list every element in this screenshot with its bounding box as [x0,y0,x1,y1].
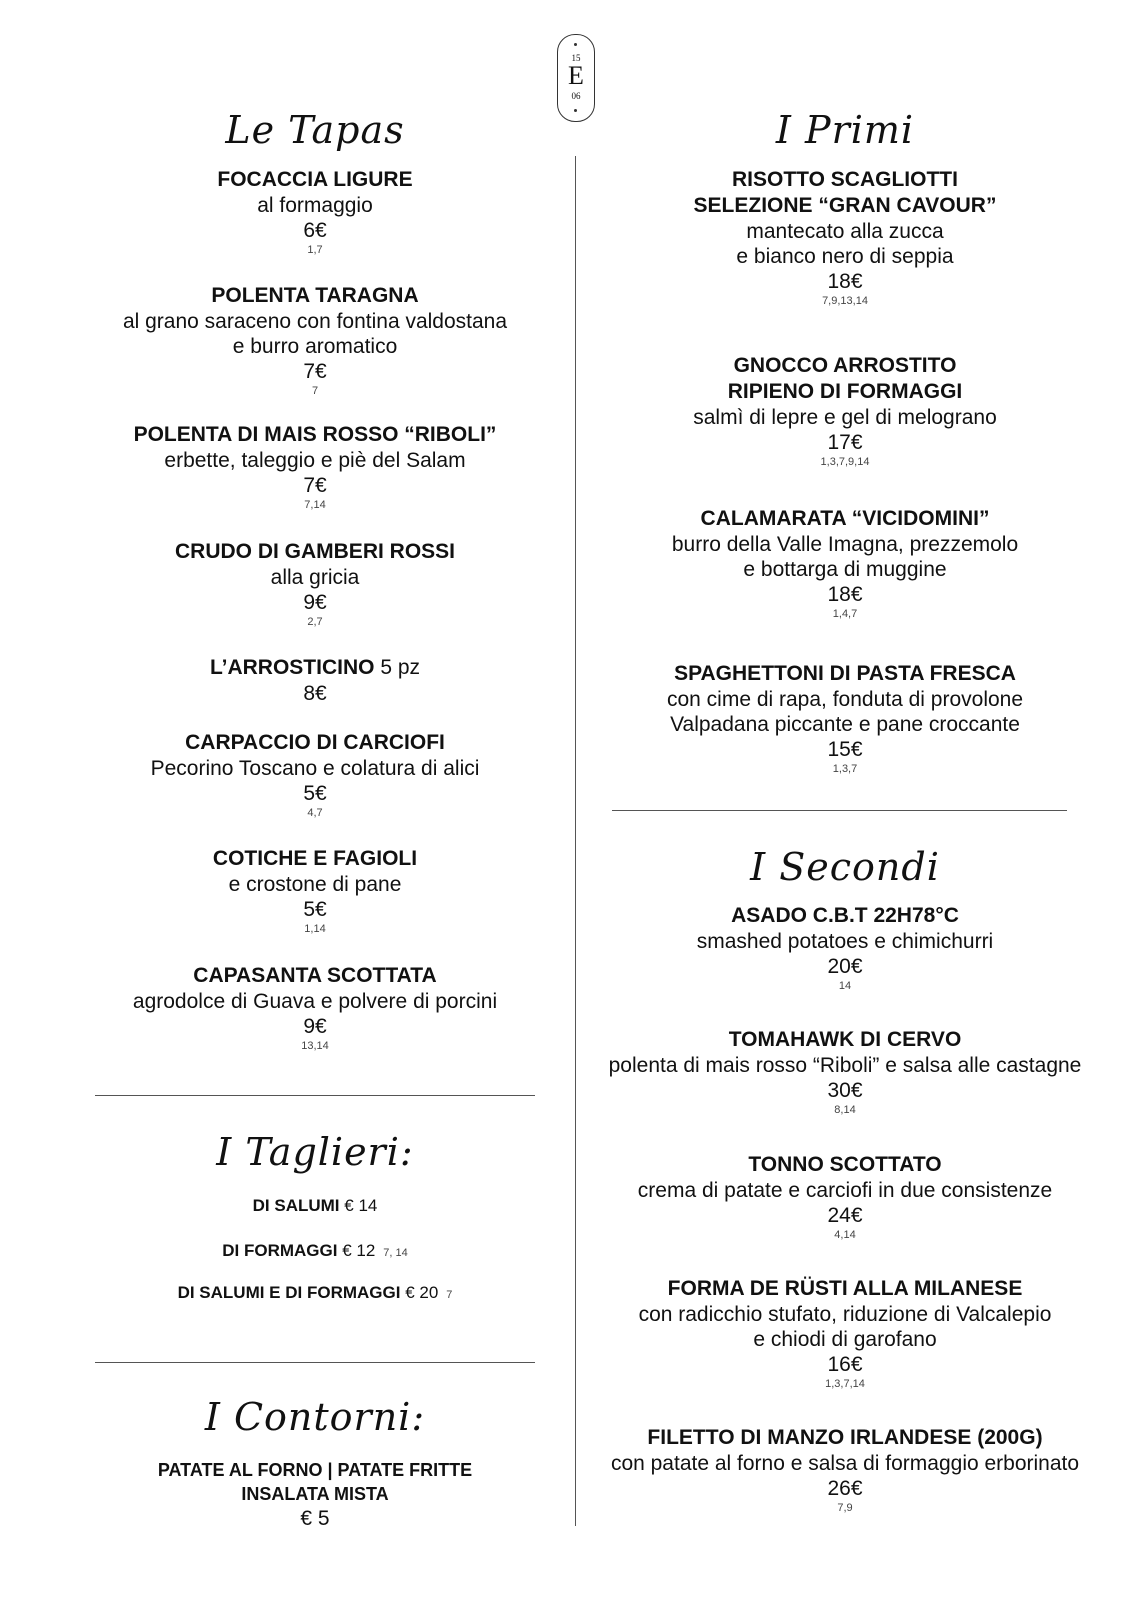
item-allergens: 7,9,13,14 [822,295,868,307]
item-price: 17€ [827,431,863,454]
menu-item [95,963,535,1053]
item-description: e crostone di pane [228,873,402,896]
item-description: alla gricia [270,566,360,589]
section-title-primi: I Primi [775,108,915,152]
menu-item [585,1425,1105,1515]
item-price: 6€ [303,219,327,242]
item-name: FORMA DE RÜSTI ALLA MILANESE [667,1277,1023,1300]
logo-dot [574,109,577,112]
item-description: smashed potatoes e chimichurri [696,930,994,953]
item-price: 5€ [303,898,327,921]
left-column [95,0,535,1600]
menu-item [585,903,1105,993]
platter-price: € 14 [344,1196,378,1215]
item-description: con cime di rapa, fonduta di provolone [666,688,1024,711]
logo-dot [574,43,577,46]
item-name: RIPIENO DI FORMAGGI [727,380,963,403]
section-title-secondi: I Secondi [750,845,940,889]
item-price: 18€ [827,583,863,606]
item-name [95,655,535,681]
contorni-line: INSALATA MISTA [241,1484,389,1504]
item-description: Pecorino Toscano e colatura di alici [150,757,480,780]
platter-item [95,1196,535,1216]
item-name-suffix: 5 pz [374,656,421,679]
logo-letter: E [568,61,584,90]
item-name [95,730,535,756]
platter-name: DI SALUMI [252,1196,340,1215]
item-price: 7€ [303,360,327,383]
item-name: SPAGHETTONI DI PASTA FRESCA [674,662,1016,685]
item-name: GNOCCO ARROSTITO [733,354,957,377]
menu-item [585,661,1105,776]
item-price: 8€ [303,682,327,705]
item-allergens: 1,14 [304,923,326,935]
item-allergens: 4,7 [307,807,323,819]
item-description: polenta di mais rosso “Riboli” e salsa alle castagne [608,1054,1082,1077]
item-price: 9€ [303,591,327,614]
item-name-text: L’ARROSTICINO [209,656,375,679]
menu-item [95,655,535,706]
item-name [95,167,535,193]
item-allergens: 13,14 [301,1040,329,1052]
item-description: agrodolce di Guava e polvere di porcini [132,990,498,1013]
item-allergens: 2,7 [307,616,323,628]
menu-item [95,539,535,629]
item-name: TONNO SCOTTATO [748,1153,942,1176]
item-price: 9€ [303,1015,327,1038]
menu-item [95,730,535,820]
item-allergens: 1,7 [307,244,323,256]
contorni-price: € 5 [300,1507,330,1530]
platter-item [95,1283,535,1303]
item-name-text: POLENTA TARAGNA [211,284,419,307]
item-name: TOMAHAWK DI CERVO [728,1028,962,1051]
logo-bottom-number: 06 [571,91,581,101]
contorni-line: PATATE AL FORNO | PATATE FRITTE [157,1460,473,1480]
item-price: 15€ [827,738,863,761]
item-description: e bottarga di muggine [743,558,947,581]
item-description: crema di patate e carciofi in due consistenze [637,1179,1053,1202]
item-name-text: CRUDO DI GAMBERI ROSSI [174,540,455,563]
menu-item [95,846,535,936]
item-description: e bianco nero di seppia [736,245,954,268]
column-divider [575,156,576,1526]
item-name: SELEZIONE “GRAN CAVOUR” [693,194,997,217]
menu-item [585,167,1105,308]
item-allergens: 7,9 [837,1502,853,1514]
item-allergens: 4,14 [834,1229,856,1241]
menu-item [585,353,1105,469]
item-allergens: 1,3,7,14 [825,1378,865,1390]
item-description: e chiodi di garofano [753,1328,937,1351]
menu-item [585,1276,1105,1391]
menu-item [585,1027,1105,1117]
item-allergens: 14 [838,980,852,992]
item-name [95,963,535,989]
item-description: con patate al forno e salsa di formaggio erborinato [610,1452,1080,1475]
item-price: 20€ [827,955,863,978]
item-name-text: CARPACCIO DI CARCIOFI [185,731,445,754]
menu-item [95,283,535,398]
item-price: 26€ [827,1477,863,1500]
item-allergens: 1,4,7 [832,608,858,620]
item-name [95,539,535,565]
item-price: 16€ [827,1353,863,1376]
platter-allergens: 7, 14 [383,1247,408,1259]
item-name [95,283,535,309]
section-title-tapas: Le Tapas [225,108,405,152]
item-name: CALAMARATA “VICIDOMINI” [700,507,990,530]
platter-item [95,1241,535,1261]
item-description: salmì di lepre e gel di melograno [693,406,997,429]
item-description: mantecato alla zucca [746,220,944,243]
item-price: 7€ [303,474,327,497]
item-description: al grano saraceno con fontina valdostana [122,310,508,333]
menu-item [95,422,535,512]
item-description: al formaggio [257,194,373,217]
platter-allergens: 7 [446,1289,453,1301]
platter-name: DI SALUMI E DI FORMAGGI [177,1283,401,1302]
section-title-taglieri: I Taglieri: [216,1130,414,1174]
section-title-contorni: I Contorni: [204,1395,426,1439]
item-name-text: POLENTA DI MAIS ROSSO “RIBOLI” [133,423,497,446]
item-name [95,846,535,872]
item-price: 24€ [827,1204,863,1227]
item-description: Valpadana piccante e pane croccante [670,713,1020,736]
item-description: burro della Valle Imagna, prezzemolo [671,533,1019,556]
platter-name: DI FORMAGGI [222,1241,338,1260]
item-price: 5€ [303,782,327,805]
menu-item [585,506,1105,621]
item-allergens: 1,3,7,9,14 [820,456,870,468]
item-description: con radicchio stufato, riduzione di Valcalepio [638,1303,1052,1326]
item-name-text: COTICHE E FAGIOLI [212,847,418,870]
item-name-text: FOCACCIA LIGURE [217,168,413,191]
item-name: ASADO C.B.T 22H78°C [731,904,959,927]
item-allergens: 1,3,7 [832,763,858,775]
item-name: RISOTTO SCAGLIOTTI [732,168,958,191]
item-name: FILETTO DI MANZO IRLANDESE (200G) [647,1426,1043,1449]
item-price: 18€ [827,270,863,293]
platter-price: € 12 [342,1241,376,1260]
item-allergens: 7,14 [304,499,326,511]
menu-item [95,167,535,257]
item-name-text: CAPASANTA SCOTTATA [193,964,437,987]
logo-top-number: 15 [571,53,581,63]
item-price: 30€ [827,1079,863,1102]
item-allergens: 7 [311,385,319,397]
menu-item [585,1152,1105,1242]
contorni-block [95,1458,535,1532]
item-description: e burro aromatico [232,335,398,358]
platter-price: € 20 [405,1283,439,1302]
item-name [95,422,535,448]
item-description: erbette, taleggio e piè del Salam [164,449,466,472]
item-allergens: 8,14 [834,1104,856,1116]
right-column [585,0,1105,1600]
